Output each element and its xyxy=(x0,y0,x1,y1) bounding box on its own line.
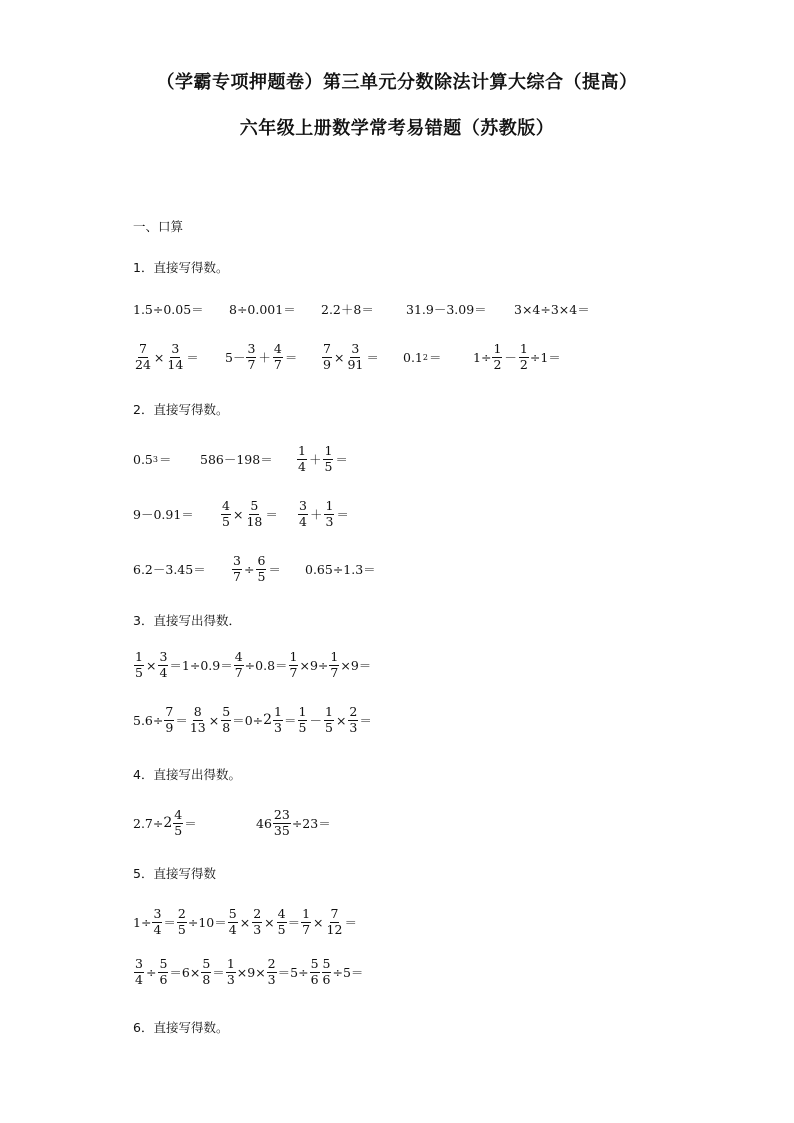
math-token: 1 xyxy=(298,443,306,458)
problem: 31.9－3.09＝ xyxy=(406,302,487,317)
math-token: 5 xyxy=(174,822,183,838)
math-token: 4 xyxy=(234,649,243,664)
fraction xyxy=(273,809,291,837)
math-token: 1 xyxy=(519,341,528,356)
math-token: 3 xyxy=(299,498,307,513)
math-token: ÷10＝ xyxy=(187,915,227,930)
question-2-heading: 2．直接写得数。 xyxy=(133,402,229,417)
math-token: 2 xyxy=(422,352,428,362)
fraction xyxy=(323,445,333,473)
math-token: 5 xyxy=(159,956,168,971)
math-token: 5 xyxy=(324,458,333,474)
fraction xyxy=(289,651,299,679)
math-token: 5 xyxy=(322,956,331,971)
math-token: ＝ xyxy=(344,915,357,930)
math-token: 5 xyxy=(324,719,333,735)
math-token: ＝ xyxy=(287,915,301,930)
math-token: 4 xyxy=(298,458,306,474)
math-token: ＝ xyxy=(175,713,188,728)
fraction xyxy=(201,958,211,986)
fraction xyxy=(273,706,283,734)
math-token: 9 xyxy=(323,356,331,372)
fraction xyxy=(234,651,244,679)
math-token: 12 xyxy=(326,921,343,937)
math-token: ＝ xyxy=(284,350,298,365)
math-token: 7 xyxy=(234,664,243,680)
math-token: 4 xyxy=(159,664,168,680)
math-token: － xyxy=(504,350,517,365)
fraction xyxy=(298,706,308,734)
math-token: ×9＝ xyxy=(340,658,372,673)
math-token: ＝ xyxy=(268,562,281,577)
problem xyxy=(256,803,331,843)
math-token: 13 xyxy=(189,719,206,735)
math-token: 9 xyxy=(165,719,174,735)
math-token: 4 xyxy=(277,906,286,921)
math-token: ＝ xyxy=(336,507,349,522)
fraction xyxy=(297,445,307,473)
math-token: × xyxy=(335,712,347,728)
fraction xyxy=(277,908,287,936)
math-token: 3 xyxy=(247,341,256,356)
math-token: ÷ xyxy=(145,964,157,980)
math-token: 2.7÷ xyxy=(133,815,164,831)
math-token: 5 xyxy=(222,704,231,719)
question-1-heading: 1．直接写得数。 xyxy=(133,260,229,275)
math-token: ÷ xyxy=(243,561,255,577)
math-token: ＋ xyxy=(258,350,271,365)
question-6-heading: 6．直接写得数。 xyxy=(133,1020,229,1035)
problem-group xyxy=(133,700,372,740)
math-token: ＝ xyxy=(169,658,182,673)
fraction xyxy=(158,651,168,679)
math-token: 1 xyxy=(298,704,307,719)
math-token: 1 xyxy=(324,443,333,458)
fraction xyxy=(164,706,174,734)
math-token: 2 xyxy=(163,815,173,831)
math-token: 4 xyxy=(273,341,282,356)
fraction xyxy=(177,908,187,936)
math-token: 2 xyxy=(253,906,262,921)
math-token: ＝ xyxy=(277,965,291,980)
math-token: × xyxy=(264,914,275,930)
fraction xyxy=(246,343,256,371)
math-token: 6 xyxy=(257,553,266,568)
math-token: 3 xyxy=(274,719,282,735)
problem: 6.2－3.45＝ xyxy=(133,562,206,577)
math-token: ＝ xyxy=(212,965,225,980)
problem-group xyxy=(133,952,363,992)
problem xyxy=(231,549,282,589)
problem: 9－0.91＝ xyxy=(133,507,194,522)
math-token: 3 xyxy=(171,341,180,356)
fraction xyxy=(228,908,238,936)
math-token: 5 xyxy=(298,719,307,735)
math-token: ＝ xyxy=(428,350,442,365)
math-token: 6 xyxy=(159,971,168,987)
math-token: 3 xyxy=(351,341,360,356)
math-token: 1÷0.9＝ xyxy=(181,658,233,673)
problem: 586－198＝ xyxy=(200,452,273,467)
math-token: 3 xyxy=(267,971,276,987)
math-token: ＝ xyxy=(265,507,278,522)
section-heading: 一、口算 xyxy=(133,219,184,234)
math-token: 1 xyxy=(135,649,143,664)
fraction xyxy=(519,343,529,371)
math-token: ＝ xyxy=(184,816,197,831)
math-token: 4 xyxy=(228,921,237,937)
math-token: 1 xyxy=(302,906,311,921)
problem xyxy=(133,337,200,377)
fraction xyxy=(232,555,242,583)
math-token: 7 xyxy=(233,568,241,584)
math-token: × xyxy=(232,506,244,522)
fraction xyxy=(221,500,231,528)
math-token: ＝ xyxy=(163,915,176,930)
problem xyxy=(133,439,173,479)
math-token: 3 xyxy=(152,454,158,464)
math-token: ＝ xyxy=(359,713,372,728)
title-line-1: （学霸专项押题卷）第三单元分数除法计算大综合（提高） xyxy=(156,72,638,93)
math-token: 8 xyxy=(202,971,211,987)
fraction xyxy=(322,343,332,371)
fraction xyxy=(267,958,277,986)
fraction xyxy=(310,958,320,986)
math-token: 0÷ xyxy=(244,712,264,728)
math-token: ＋ xyxy=(309,507,323,522)
math-token: 5 xyxy=(277,921,286,937)
math-token: × xyxy=(208,712,220,728)
fraction xyxy=(134,958,144,986)
math-token: ÷23＝ xyxy=(291,816,331,831)
fraction xyxy=(252,908,262,936)
math-token: 5 xyxy=(222,513,230,529)
fraction xyxy=(256,555,266,583)
math-token: ＝ xyxy=(366,350,379,365)
fraction xyxy=(324,706,334,734)
problem xyxy=(296,439,349,479)
math-token: 4 xyxy=(174,807,183,822)
math-token: 18 xyxy=(246,513,263,529)
fraction xyxy=(189,706,207,734)
problem: 1.5÷0.05＝ xyxy=(133,302,204,317)
fraction xyxy=(322,958,332,986)
math-token: ÷5＝ xyxy=(332,965,364,980)
title-line-2: 六年级上册数学常考易错题（苏教版） xyxy=(239,118,555,139)
problem xyxy=(403,337,443,377)
question-5-heading: 5．直接写得数 xyxy=(133,866,216,881)
math-token: 2 xyxy=(263,712,273,728)
math-token: 2 xyxy=(493,356,502,372)
problem: 0.65÷1.3＝ xyxy=(305,562,376,577)
math-token: 4 xyxy=(299,513,307,529)
question-3-heading: 3．直接写出得数． xyxy=(133,613,241,628)
math-token: 1 xyxy=(226,956,235,971)
fraction xyxy=(221,706,231,734)
problem xyxy=(321,337,380,377)
math-token: 3 xyxy=(135,956,143,971)
problem xyxy=(225,337,298,377)
math-token: 2 xyxy=(267,956,276,971)
fraction xyxy=(166,343,184,371)
math-token: 3 xyxy=(233,553,241,568)
math-token: 1÷ xyxy=(473,349,492,365)
math-token: 14 xyxy=(167,356,184,372)
math-token: 1 xyxy=(289,649,298,664)
math-token: × xyxy=(333,349,345,365)
math-token: 5 xyxy=(228,906,237,921)
math-token: 7 xyxy=(323,341,331,356)
math-token: 3 xyxy=(325,513,334,529)
math-token: × xyxy=(239,914,251,930)
math-token: 2 xyxy=(519,356,528,372)
math-token: ×9÷ xyxy=(299,657,329,673)
problem: 2.2＋8＝ xyxy=(321,302,374,317)
math-token: 6× xyxy=(181,964,201,980)
fraction xyxy=(158,958,168,986)
math-token: 5 xyxy=(310,956,319,971)
math-token: × xyxy=(145,657,157,673)
math-token: 2 xyxy=(349,704,358,719)
fraction xyxy=(152,908,162,936)
math-token: 24 xyxy=(135,356,151,372)
math-token: 1 xyxy=(330,649,339,664)
math-token: 91 xyxy=(347,356,364,372)
fraction xyxy=(226,958,236,986)
math-token: 7 xyxy=(302,921,311,937)
fraction xyxy=(298,500,308,528)
math-token: ＝ xyxy=(169,965,182,980)
problem xyxy=(473,337,561,377)
fraction xyxy=(173,809,183,837)
math-token: 35 xyxy=(273,822,290,838)
math-token: 8 xyxy=(222,719,231,735)
math-token: 0.5 xyxy=(133,451,153,467)
problem-group xyxy=(133,902,357,942)
problem xyxy=(133,803,197,843)
math-token: 7 xyxy=(330,906,339,921)
math-token: ÷0.8＝ xyxy=(244,658,288,673)
fraction xyxy=(134,651,144,679)
math-token: 4 xyxy=(135,971,143,987)
fraction xyxy=(134,343,152,371)
fraction xyxy=(346,343,364,371)
fraction xyxy=(245,500,263,528)
math-token: 6 xyxy=(322,971,331,987)
math-token: 5 xyxy=(257,568,266,584)
math-token: 7 xyxy=(138,341,147,356)
math-token: 7 xyxy=(247,356,256,372)
math-token: 1 xyxy=(493,341,502,356)
math-token: ÷1＝ xyxy=(529,350,561,365)
problem xyxy=(220,494,279,534)
math-token: × xyxy=(153,349,165,365)
problem: 8÷0.001＝ xyxy=(229,302,296,317)
fraction xyxy=(324,500,334,528)
math-token: 5 xyxy=(250,498,259,513)
math-token: 7 xyxy=(273,356,282,372)
fraction xyxy=(301,908,311,936)
math-token: 1÷ xyxy=(133,914,152,930)
math-token: 23 xyxy=(273,807,290,822)
math-token: 3 xyxy=(349,719,358,735)
math-token: 5÷ xyxy=(290,964,309,980)
fraction xyxy=(273,343,283,371)
math-token: 8 xyxy=(193,704,202,719)
math-token: 7 xyxy=(330,664,339,680)
math-token: ＝ xyxy=(232,713,245,728)
math-token: 7 xyxy=(289,664,298,680)
math-token: 2 xyxy=(177,906,186,921)
fraction xyxy=(329,651,339,679)
math-token: 6 xyxy=(310,971,319,987)
math-token: × xyxy=(313,914,324,930)
fraction xyxy=(492,343,502,371)
math-token: 0.1 xyxy=(403,349,423,365)
problem-group xyxy=(133,645,371,685)
problem xyxy=(297,494,350,534)
math-token: 1 xyxy=(325,498,334,513)
math-token: 3 xyxy=(226,971,235,987)
question-4-heading: 4．直接写出得数。 xyxy=(133,767,241,782)
math-token: 4 xyxy=(153,921,162,937)
math-token: 1 xyxy=(324,704,333,719)
math-token: ＝ xyxy=(158,452,172,467)
math-token: 4 xyxy=(222,498,230,513)
math-token: ×9× xyxy=(236,964,266,980)
math-token: － xyxy=(309,713,322,728)
math-token: 5－ xyxy=(225,350,246,365)
math-token: 46 xyxy=(256,815,272,831)
math-token: 3 xyxy=(153,906,162,921)
math-token: ＝ xyxy=(186,350,199,365)
math-token: 5.6÷ xyxy=(133,712,164,728)
math-token: 1 xyxy=(274,704,282,719)
math-token: 7 xyxy=(165,704,174,719)
math-token: 3 xyxy=(159,649,168,664)
problem: 3×4÷3×4＝ xyxy=(514,302,590,317)
fraction xyxy=(348,706,358,734)
math-token: 5 xyxy=(135,664,143,680)
math-token: 5 xyxy=(177,921,186,937)
math-token: ＋ xyxy=(308,452,322,467)
math-token: ＝ xyxy=(284,713,297,728)
math-token: ＝ xyxy=(335,452,348,467)
math-token: 5 xyxy=(202,956,211,971)
math-token: 3 xyxy=(253,921,262,937)
fraction xyxy=(326,908,344,936)
